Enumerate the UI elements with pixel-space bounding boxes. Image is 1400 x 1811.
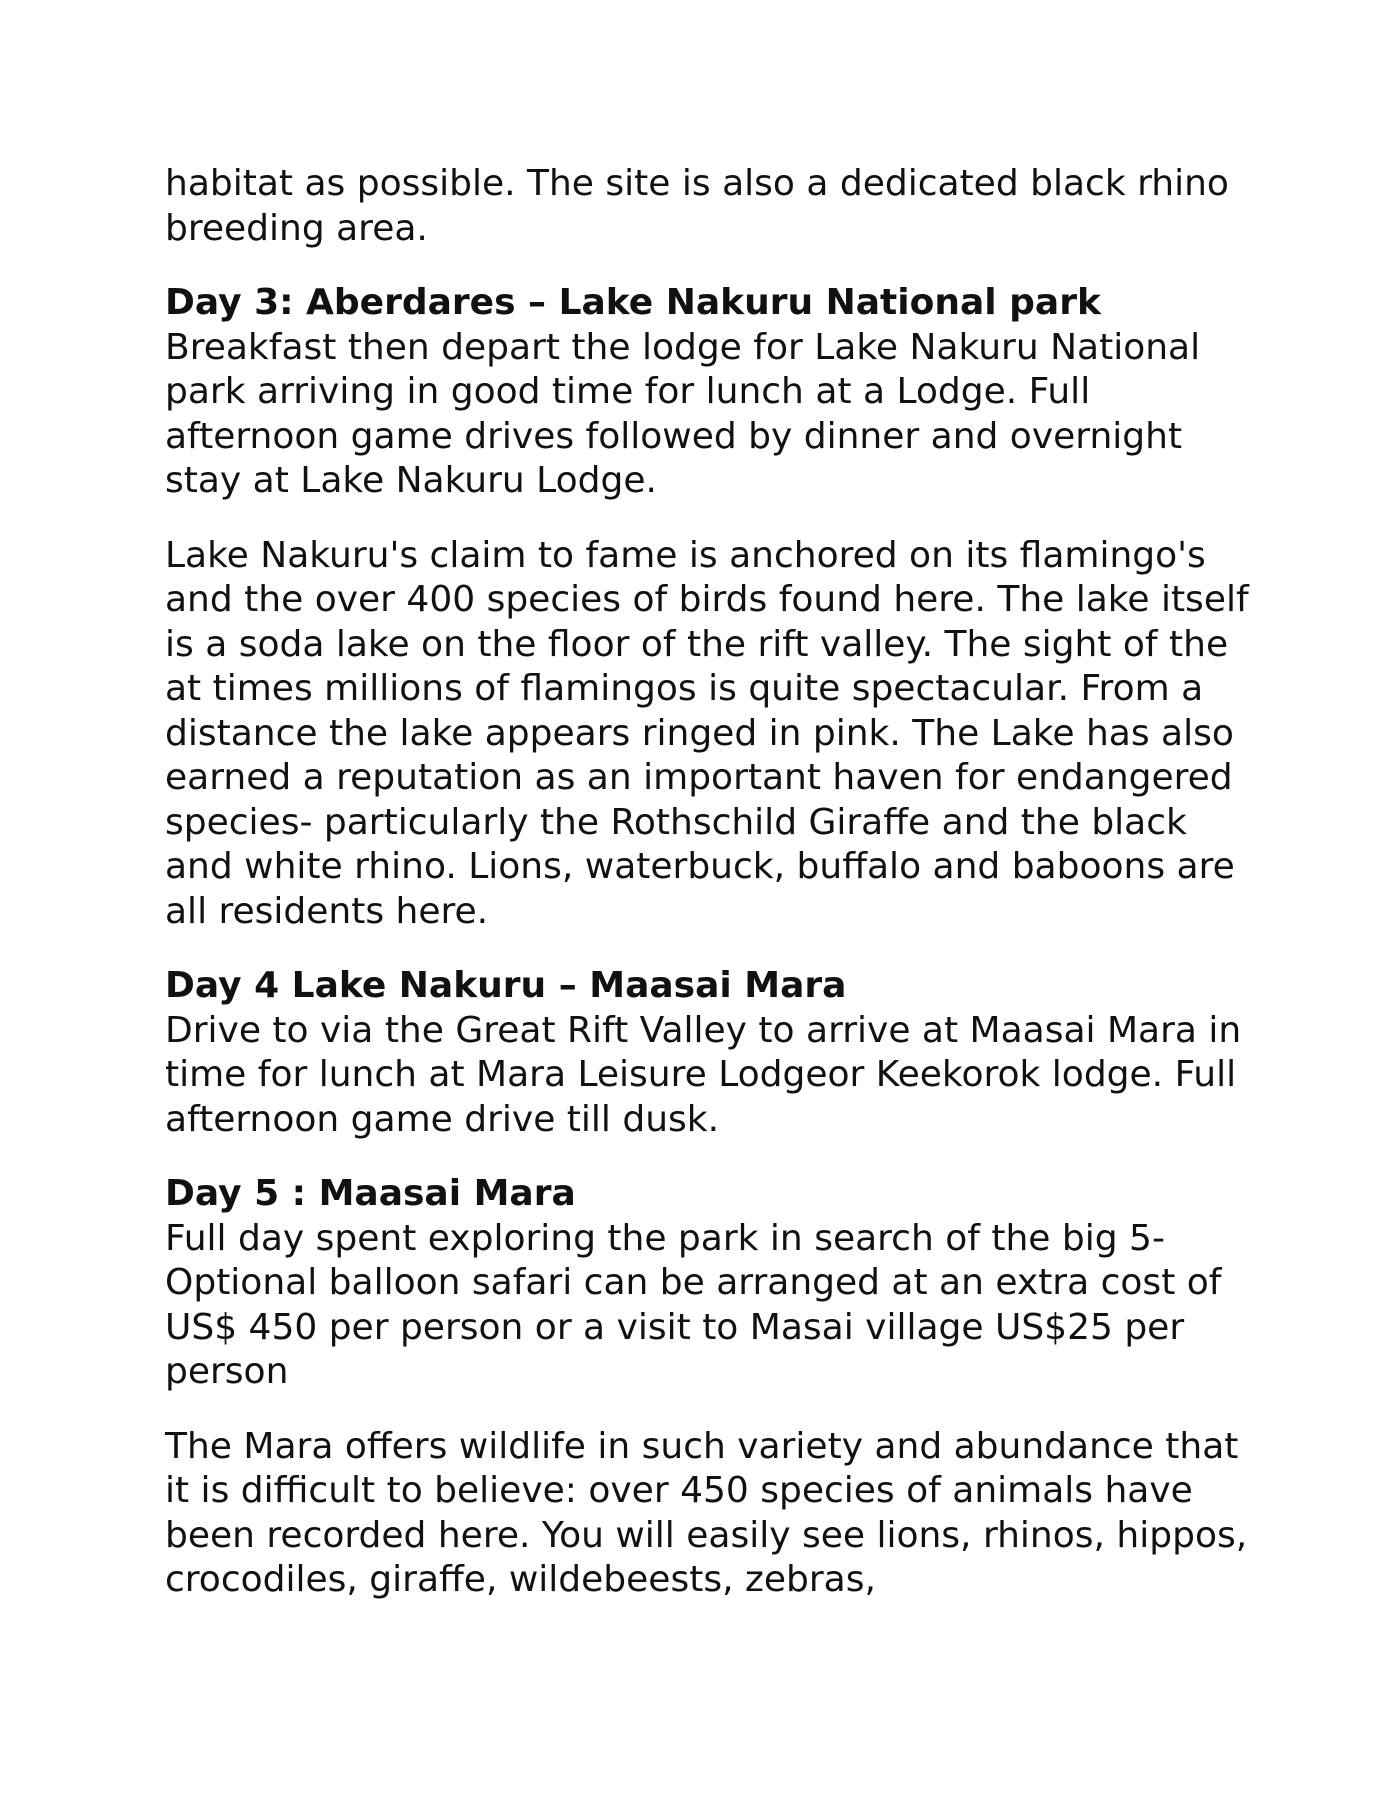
section-heading: Day 5 : Maasai Mara — [165, 1173, 576, 1214]
section-extra-paragraph: The Mara offers wildlife in such variety and abundance that it is difficult to believe: over 450 species of animals have been recorded here. You will easily see lions, rhinos, hippos, crocodiles, giraffe, wildebeests, zebras, — [165, 1425, 1248, 1600]
section-body: Breakfast then depart the lodge for Lake Nakuru National park arriving in good time for lunch at a Lodge. Full afternoon game drives followed by dinner and overnight stay at Lake Nakuru Lodge. — [165, 326, 1201, 501]
document-body — [165, 162, 1255, 1633]
section-body: Drive to via the Great Rift Valley to arrive at Maasai Mara in time for lunch at Mara Leisure Lodgeor Keekorok lodge. Full afternoon game drive till dusk. — [165, 1009, 1242, 1140]
section-day-5 — [165, 1172, 1255, 1603]
section-body: Full day spent exploring the park in search of the big 5- Optional balloon safari can be arranged at an extra cost of US$ 450 per person or a visit to Masai village US$25 per person — [165, 1217, 1222, 1392]
section-day-4 — [165, 964, 1255, 1142]
section-extra-paragraph: Lake Nakuru's claim to fame is anchored on its flamingo's and the over 400 species of birds found here. The lake itself is a soda lake on the floor of the rift valley. The sight of the at times millions of flamingos is quite spectacular. From a distance the lake appears ringed in pink. The Lake has also earned a reputation as an important haven for endangered species- particularly the Rothschild Giraffe and the black and white rhino. Lions, waterbuck, buffalo and baboons are all residents here. — [165, 534, 1249, 932]
intro-paragraph: habitat as possible. The site is also a dedicated black rhino breeding area. — [165, 163, 1229, 249]
section-heading: Day 4 Lake Nakuru – Maasai Mara — [165, 965, 847, 1006]
section-heading: Day 3: Aberdares – Lake Nakuru National park — [165, 282, 1101, 323]
section-day-3 — [165, 281, 1255, 934]
